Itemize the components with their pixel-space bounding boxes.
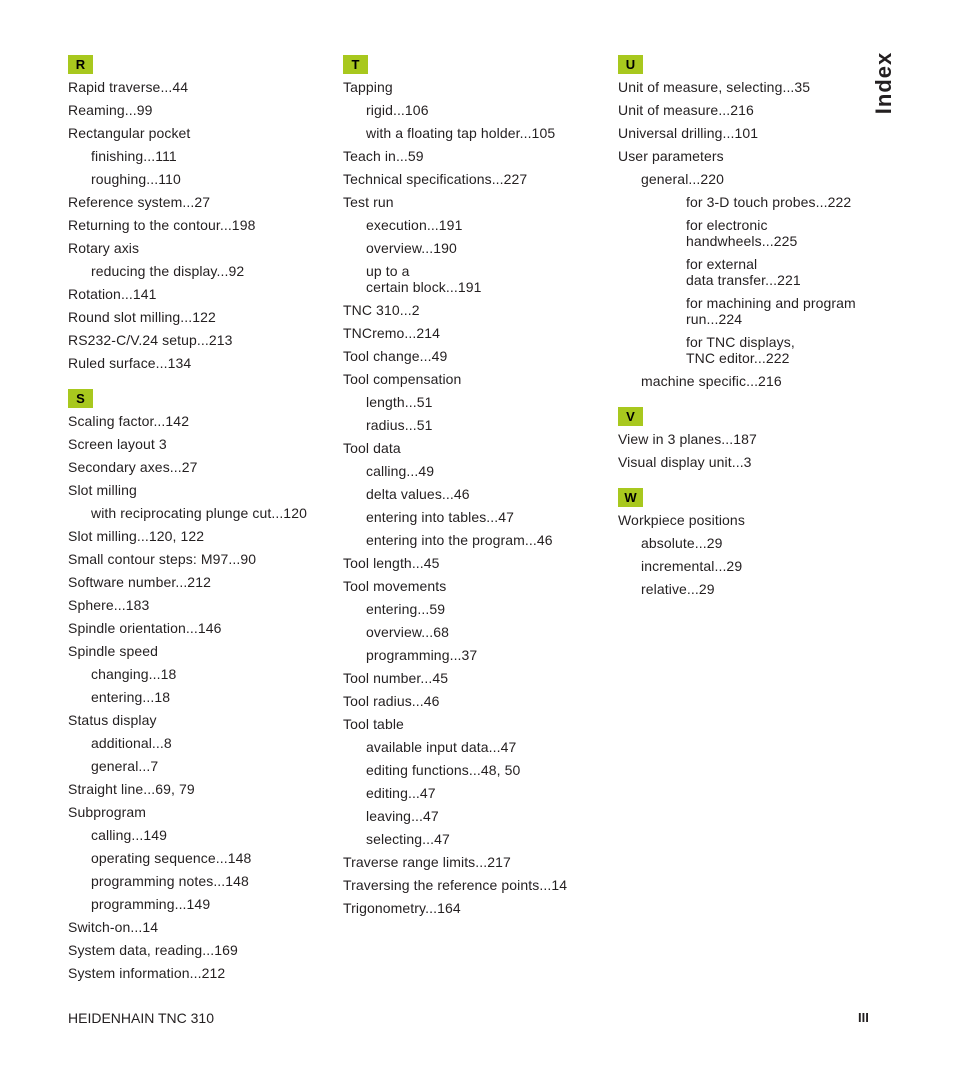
- index-entry: [618, 512, 888, 528]
- entry-text: roughing...110: [91, 171, 181, 187]
- index-subentry: [68, 505, 338, 521]
- entry-text: Round slot milling...122: [68, 309, 216, 325]
- index-subentry: [68, 827, 338, 843]
- index-entry: [618, 79, 888, 95]
- index-subentry: [618, 217, 888, 249]
- entry-text: for machining and program: [686, 295, 856, 311]
- entry-text: machine specific...216: [641, 373, 782, 389]
- entry-text: Workpiece positions: [618, 512, 745, 528]
- index-subentry: [343, 417, 613, 433]
- entry-text: Spindle speed: [68, 643, 159, 659]
- entry-text-continuation: handwheels...225: [686, 233, 798, 249]
- entry-text: Unit of measure, selecting...35: [618, 79, 811, 95]
- entry-text: RS232-C/V.24 setup...213: [68, 332, 233, 348]
- index-subentry: [343, 601, 613, 617]
- entry-text: View in 3 planes...187: [618, 431, 757, 447]
- entry-text: for TNC displays,: [686, 334, 795, 350]
- index-entry: [68, 309, 338, 325]
- entry-text: Universal drilling...101: [618, 125, 759, 141]
- entry-text: calling...49: [366, 463, 435, 479]
- index-entry: [68, 413, 338, 429]
- entry-text: entering...18: [91, 689, 171, 705]
- index-subentry: [343, 240, 613, 256]
- entry-text: Screen layout 3: [68, 436, 167, 452]
- entry-text: available input data...47: [366, 739, 517, 755]
- side-title-text: Index: [871, 51, 897, 115]
- entry-text: Straight line...69, 79: [68, 781, 195, 797]
- entry-text: with a floating tap holder...105: [366, 125, 556, 141]
- entry-text: Visual display unit...3: [618, 454, 752, 470]
- entry-text: Rapid traverse...44: [68, 79, 189, 95]
- index-entry: [68, 355, 338, 371]
- index-entry: [343, 194, 613, 210]
- index-entry: [68, 482, 338, 498]
- index-subentry: [68, 850, 338, 866]
- entry-text: Tool compensation: [343, 371, 462, 387]
- entry-text: Tool data: [343, 440, 401, 456]
- entry-text: overview...190: [366, 240, 457, 256]
- index-subentry: [343, 125, 613, 141]
- entry-text: TNC 310...2: [343, 302, 420, 318]
- index-subentry: [343, 486, 613, 502]
- index-entry: [618, 431, 888, 447]
- entry-text: Traverse range limits...217: [343, 854, 511, 870]
- entry-text: programming...149: [91, 896, 211, 912]
- section-letter-badge: W: [618, 488, 643, 507]
- index-section-r: [68, 55, 338, 371]
- entry-text: Returning to the contour...198: [68, 217, 256, 233]
- index-entry: [68, 597, 338, 613]
- section-letter-badge: S: [68, 389, 93, 408]
- entry-text: additional...8: [91, 735, 172, 751]
- index-entry: [343, 440, 613, 456]
- index-entry: [68, 332, 338, 348]
- entry-text: changing...18: [91, 666, 177, 682]
- entry-text: entering into the program...46: [366, 532, 553, 548]
- entry-text: incremental...29: [641, 558, 743, 574]
- index-entry: [343, 900, 613, 916]
- entry-text: User parameters: [618, 148, 724, 164]
- index-entry: [68, 102, 338, 118]
- entry-text: Switch-on...14: [68, 919, 159, 935]
- entry-text: operating sequence...148: [91, 850, 252, 866]
- index-subentry: [618, 373, 888, 389]
- entry-text: Software number...212: [68, 574, 211, 590]
- entry-text: Spindle orientation...146: [68, 620, 222, 636]
- index-subentry: [618, 558, 888, 574]
- index-subentry: [618, 581, 888, 597]
- entry-text: Slot milling: [68, 482, 137, 498]
- entry-text: Reference system...27: [68, 194, 211, 210]
- index-subentry: [343, 509, 613, 525]
- index-subentry: [343, 263, 613, 295]
- index-entry: [343, 578, 613, 594]
- index-subentry: [68, 689, 338, 705]
- entry-text-continuation: data transfer...221: [686, 272, 801, 288]
- index-entry: [343, 670, 613, 686]
- index-entry: [68, 194, 338, 210]
- entry-text: Slot milling...120, 122: [68, 528, 205, 544]
- index-subentry: [618, 295, 888, 327]
- section-letter-badge: R: [68, 55, 93, 74]
- entry-text: execution...191: [366, 217, 463, 233]
- index-entry: [343, 555, 613, 571]
- entry-text: with reciprocating plunge cut...120: [91, 505, 307, 521]
- index-entry: [618, 148, 888, 164]
- entry-text: up to a: [366, 263, 410, 279]
- index-column-3: [618, 55, 888, 615]
- index-entry: [68, 125, 338, 141]
- index-entry: [68, 528, 338, 544]
- index-entry: [68, 240, 338, 256]
- entry-text-continuation: run...224: [686, 311, 743, 327]
- entry-text: Teach in...59: [343, 148, 424, 164]
- index-subentry: [618, 171, 888, 187]
- index-subentry: [68, 735, 338, 751]
- index-section-u: [618, 55, 888, 389]
- index-entry: [343, 371, 613, 387]
- entry-text: Small contour steps: M97...90: [68, 551, 257, 567]
- index-subentry: [68, 171, 338, 187]
- index-subentry: [343, 647, 613, 663]
- index-entry: [68, 436, 338, 452]
- entry-text: radius...51: [366, 417, 433, 433]
- entry-text: calling...149: [91, 827, 168, 843]
- index-subentry: [68, 148, 338, 164]
- section-letter-badge: T: [343, 55, 368, 74]
- entry-text: Test run: [343, 194, 394, 210]
- index-entry: [68, 965, 338, 981]
- entry-text: entering...59: [366, 601, 446, 617]
- index-subentry: [343, 394, 613, 410]
- index-subentry: [343, 217, 613, 233]
- entry-text: Subprogram: [68, 804, 147, 820]
- entry-text: finishing...111: [91, 148, 177, 164]
- index-entry: [68, 459, 338, 475]
- entry-text: Sphere...183: [68, 597, 150, 613]
- index-entry: [68, 919, 338, 935]
- index-column-2: [343, 55, 613, 934]
- entry-text: general...220: [641, 171, 725, 187]
- section-letter-badge: U: [618, 55, 643, 74]
- entry-text: for 3-D touch probes...222: [686, 194, 852, 210]
- index-subentry: [618, 535, 888, 551]
- index-subentry: [618, 334, 888, 366]
- entry-text: length...51: [366, 394, 433, 410]
- index-entry: [68, 286, 338, 302]
- entry-text: Scaling factor...142: [68, 413, 190, 429]
- entry-text: absolute...29: [641, 535, 723, 551]
- index-entry: [343, 325, 613, 341]
- index-entry: [68, 620, 338, 636]
- index-entry: [68, 551, 338, 567]
- entry-text: Status display: [68, 712, 157, 728]
- index-entry: [343, 348, 613, 364]
- index-subentry: [343, 532, 613, 548]
- entry-text-continuation: certain block...191: [366, 279, 482, 295]
- entry-text: System data, reading...169: [68, 942, 238, 958]
- entry-text: Secondary axes...27: [68, 459, 198, 475]
- entry-text-continuation: TNC editor...222: [686, 350, 790, 366]
- index-subentry: [618, 194, 888, 210]
- index-entry: [343, 854, 613, 870]
- index-entry: [343, 877, 613, 893]
- entry-text: Rectangular pocket: [68, 125, 191, 141]
- index-entry: [343, 693, 613, 709]
- index-subentry: [343, 831, 613, 847]
- entry-text: general...7: [91, 758, 159, 774]
- index-entry: [68, 942, 338, 958]
- index-subentry: [68, 666, 338, 682]
- entry-text: leaving...47: [366, 808, 439, 824]
- index-subentry: [68, 896, 338, 912]
- footer-product-name: HEIDENHAIN TNC 310: [68, 1010, 215, 1026]
- side-title: [873, 48, 945, 120]
- index-subentry: [343, 808, 613, 824]
- index-subentry: [68, 758, 338, 774]
- index-entry: [68, 79, 338, 95]
- index-entry: [618, 454, 888, 470]
- index-entry: [343, 171, 613, 187]
- entry-text: programming notes...148: [91, 873, 249, 889]
- index-entry: [68, 712, 338, 728]
- entry-text: selecting...47: [366, 831, 450, 847]
- entry-text: programming...37: [366, 647, 478, 663]
- entry-text: TNCremo...214: [343, 325, 440, 341]
- index-entry: [343, 79, 613, 95]
- index-entry: [68, 643, 338, 659]
- entry-text: rigid...106: [366, 102, 429, 118]
- index-subentry: [343, 762, 613, 778]
- index-subentry: [343, 785, 613, 801]
- entry-text: Traversing the reference points...14: [343, 877, 568, 893]
- entry-text: editing...47: [366, 785, 436, 801]
- index-entry: [68, 574, 338, 590]
- index-entry: [343, 302, 613, 318]
- index-entry: [343, 716, 613, 732]
- entry-text: Tool change...49: [343, 348, 448, 364]
- index-section-s: [68, 389, 338, 981]
- index-entry: [618, 125, 888, 141]
- index-entry: [68, 217, 338, 233]
- entry-text: Tool length...45: [343, 555, 440, 571]
- entry-text: reducing the display...92: [91, 263, 245, 279]
- index-subentry: [68, 873, 338, 889]
- index-entry: [68, 781, 338, 797]
- entry-text: Tool number...45: [343, 670, 449, 686]
- index-section-t: [343, 55, 613, 916]
- entry-text: delta values...46: [366, 486, 470, 502]
- entry-text: relative...29: [641, 581, 715, 597]
- entry-text: Reaming...99: [68, 102, 153, 118]
- entry-text: Technical specifications...227: [343, 171, 528, 187]
- index-entry: [618, 102, 888, 118]
- index-subentry: [343, 739, 613, 755]
- entry-text: Rotary axis: [68, 240, 140, 256]
- entry-text: Tapping: [343, 79, 393, 95]
- section-letter-badge: V: [618, 407, 643, 426]
- index-subentry: [618, 256, 888, 288]
- index-subentry: [68, 263, 338, 279]
- index-entry: [343, 148, 613, 164]
- index-subentry: [343, 102, 613, 118]
- index-section-w: [618, 488, 888, 597]
- index-entry: [68, 804, 338, 820]
- entry-text: Tool movements: [343, 578, 447, 594]
- entry-text: entering into tables...47: [366, 509, 515, 525]
- footer-page-number: III: [858, 1010, 869, 1025]
- index-subentry: [343, 463, 613, 479]
- index-section-v: [618, 407, 888, 470]
- entry-text: Rotation...141: [68, 286, 157, 302]
- entry-text: Ruled surface...134: [68, 355, 192, 371]
- index-column-1: [68, 55, 338, 999]
- entry-text: for electronic: [686, 217, 768, 233]
- index-subentry: [343, 624, 613, 640]
- entry-text: Tool table: [343, 716, 404, 732]
- entry-text: Unit of measure...216: [618, 102, 754, 118]
- entry-text: for external: [686, 256, 758, 272]
- entry-text: Tool radius...46: [343, 693, 440, 709]
- entry-text: System information...212: [68, 965, 226, 981]
- entry-text: editing functions...48, 50: [366, 762, 521, 778]
- entry-text: Trigonometry...164: [343, 900, 461, 916]
- entry-text: overview...68: [366, 624, 450, 640]
